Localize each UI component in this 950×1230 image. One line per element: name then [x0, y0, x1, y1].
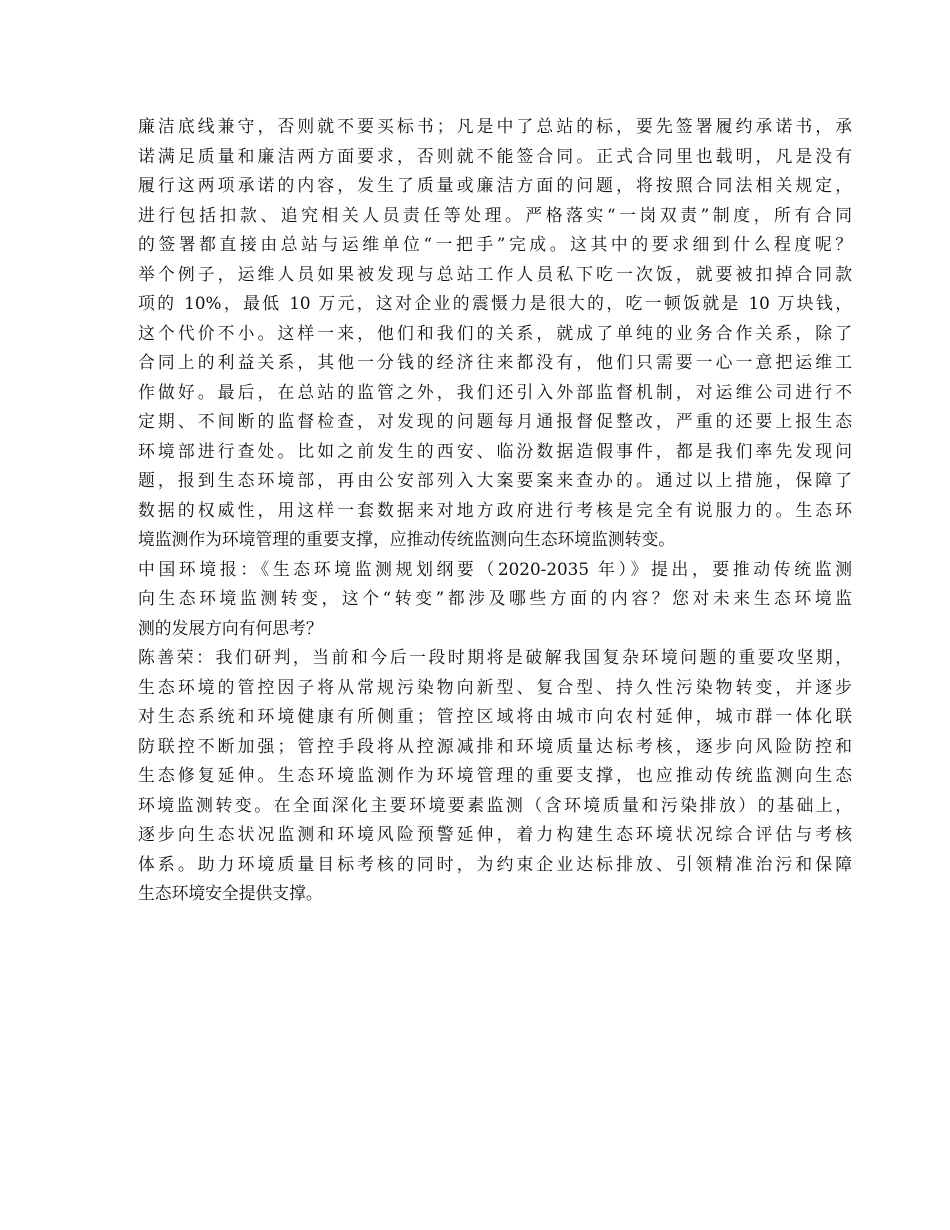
text-line: 环境监测转变。在全面深化主要环境要素监测（含环境质量和污染排放）的基础上， [138, 794, 852, 815]
text-line: 生态修复延伸。生态环境监测作为环境管理的重要支撑，也应推动传统监测向生态 [138, 765, 852, 785]
text-line: 数据的权威性，用这样一套数据来对地方政府进行考核是完全有说服力的。生态环 [138, 499, 852, 520]
text-line: 逐步向生态状况监测和环境风险预警延伸，着力构建生态环境状况综合评估与考核 [138, 824, 852, 844]
text-line: 防联控不断加强；管控手段将从控源减排和环境质量达标考核，逐步向风险防控和 [138, 735, 852, 756]
text-line: 环境部进行查处。比如之前发生的西安、临汾数据造假事件，都是我们率先发现问 [138, 440, 852, 461]
text-line: 合同上的利益关系，其他一分钱的经济往来都没有，他们只需要一心一意把运维工 [138, 352, 852, 372]
text-line: 作做好。最后，在总站的监管之外，我们还引入外部监督机制，对运维公司进行不 [138, 381, 852, 402]
text-line: 定期、不间断的监督检查，对发现的问题每月通报督促整改，严重的还要上报生态 [138, 411, 852, 431]
text-line: 对生态系统和环境健康有所侧重；管控区域将由城市向农村延伸，城市群一体化联 [138, 706, 852, 726]
text-line: 履行这两项承诺的内容，发生了质量或廉洁方面的问题，将按照合同法相关规定， [138, 175, 852, 195]
document-body [138, 112, 852, 909]
text-line: 体系。助力环境质量目标考核的同时，为约束企业达标排放、引领精准治污和保障 [138, 853, 852, 874]
text-line: 陈善荣：我们研判，当前和今后一段时期将是破解我国复杂环境问题的重要攻坚期， [138, 647, 852, 667]
text-line: 境监测作为环境管理的重要支撑，应推动传统监测向生态环境监测转变。 [138, 529, 676, 549]
text-line: 廉洁底线兼守，否则就不要买标书；凡是中了总站的标，要先签署履约承诺书，承 [138, 116, 852, 136]
text-line: 举个例子，运维人员如果被发现与总站工作人员私下吃一次饭，就要被扣掉合同款 [138, 263, 852, 284]
text-line: 生态环境安全提供支撑。 [138, 883, 323, 903]
text-line: 测的发展方向有何思考？ [138, 617, 323, 638]
text-line: 进行包括扣款、追究相关人员责任等处理。严格落实“一岗双责”制度，所有合同 [138, 204, 852, 225]
text-line: 生态环境的管控因子将从常规污染物向新型、复合型、持久性污染物转变，并逐步 [138, 676, 852, 697]
text-line: 中国环境报：《生态环境监测规划纲要（2020-2035 年）》提出，要推动传统监测 [138, 558, 852, 579]
text-line: 向生态环境监测转变，这个“转变”都涉及哪些方面的内容？您对未来生态环境监 [138, 588, 852, 608]
text-line: 题，报到生态环境部，再由公安部列入大案要案来查办的。通过以上措施，保障了 [138, 470, 852, 490]
text-line: 诺满足质量和廉洁两方面要求，否则就不能签合同。正式合同里也载明，凡是没有 [138, 145, 852, 166]
text-line: 这个代价不小。这样一来，他们和我们的关系，就成了单纯的业务合作关系，除了 [138, 322, 852, 343]
text-line: 的签署都直接由总站与运维单位“一把手”完成。这其中的要求细到什么程度呢？ [138, 234, 852, 254]
text-line: 项的 10%，最低 10 万元，这对企业的震慑力是很大的，吃一顿饭就是 10 万块钱， [138, 293, 852, 313]
